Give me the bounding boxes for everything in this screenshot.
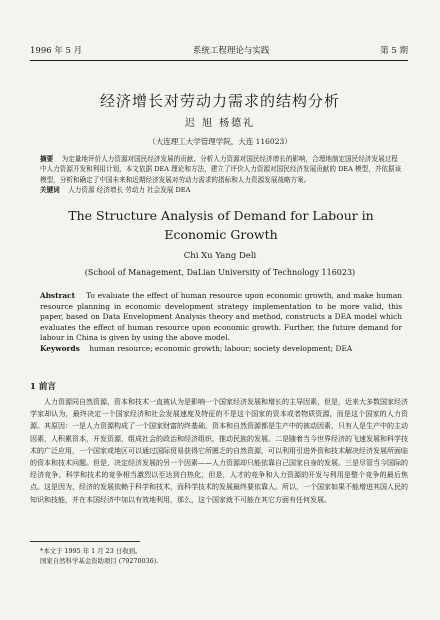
keywords-cn-label: 关键词 [40, 186, 60, 195]
abstract-cn-text: 为定量地评价人力资源对国民经济发展的贡献、分析人力资源对国民经济增长的影响，合理地制定国民经济发展过程中人力资源开发和利用计划，本文依据 DEA 理论和方法，建立了评价人力资源对国民经济发展贡献的 DEA 模型，并依据该模型，分析和确定了中国未来和近期经济发展对劳动力需求的指标和人力资源发展战略方案。 [40, 155, 402, 184]
keywords-en-label: Keywords [40, 343, 80, 353]
section-heading-intro: 1 前言 [30, 382, 56, 392]
footnote-received: *本文于 1995 年 1 月 23 日收到。 [40, 547, 142, 555]
abstract-en-label: Abstract [40, 291, 76, 300]
footnote-divider [30, 541, 140, 542]
title-english: The Structure Analysis of Demand for Labour in Economic Growth [68, 208, 374, 242]
section-body-intro: 人力资源同自然资源、资本和技术一直被认为是影响一个国家经济发展和增长的主导因素，但是，近来大多数国家经济学家却认为，最终决定一个国家经济和社会发展速度及特征的不是这个国家的资本或者物质资源，而是这个国家的人力资源。其原因：一是人力资源构成了一个国家财富的终基础，资本和自然资源都是生产中的被动因素，只有人是生产中的主动因素，人积累资本，开发资源，组成社会的政治和经济组织，推动民族的发展。二是随着当今世界经济的飞速发展和科学技术的广泛应用，一个国家或地区可以通过国际贸易获得它所匮乏的自然资源，可以利用引进外资和技术解决经济发展所面临的资本和技术问题。但是，决定经济发展的另一个因素——人力资源却只能依靠自己国家自身的发展。三是尽管当今国际的经济竞争、科学和技术的竞争相当激烈以至达到白热化，但是，人才的竞争和人力资源的开发与利用是整个竞争的最后焦点。这是因为，经济的发展依赖于科学和技术，而科学技术的发展最终要依靠人。所以，一个国家如果不能增进其国人民的知识和技能，并在本国经济中加以有效地利用，那么，这个国家就不可能在其它方面有任何发展。 [30, 398, 408, 504]
keywords-cn-text: 人力资源 经济增长 劳动力 社会发展 DEA [68, 186, 191, 195]
authors-english: Chi Xu Yang Deli [183, 251, 257, 261]
header-date: 1996 年 5 月 [30, 46, 83, 56]
title-chinese: 经济增长对劳动力需求的结构分析 [99, 92, 340, 110]
abstract-en-text: To evaluate the effect of human resource upon economic growth, and make human resource planning in economic development strategy implementation to be more valid, this paper, based on Data Envelopment Analysis theory and method, constructs a DEA model which evaluates the effect of human resource upon economic growth. Further, the future demand for labour in China is given by using the above model. [40, 291, 402, 343]
footnote-fund: 国家自然科学基金资助项目 (79270036). [40, 557, 159, 565]
affiliation-chinese: （大连理工大学管理学院，大连 116023） [148, 137, 292, 146]
abstract-cn-label: 摘要 [40, 155, 54, 163]
footnote [40, 546, 158, 566]
running-header [30, 44, 408, 61]
header-issue: 第 5 期 [380, 46, 408, 56]
authors-chinese: 迟 旭 杨德礼 [184, 118, 256, 129]
abstract-chinese [40, 154, 402, 196]
affiliation-english: (School of Management, DaLian University of Technology 116023) [84, 268, 356, 277]
abstract-english [40, 291, 402, 355]
keywords-en-text: human resource; economic growth; labour; society development; DEA [89, 343, 353, 353]
header-journal: 系统工程理论与实践 [192, 46, 270, 56]
